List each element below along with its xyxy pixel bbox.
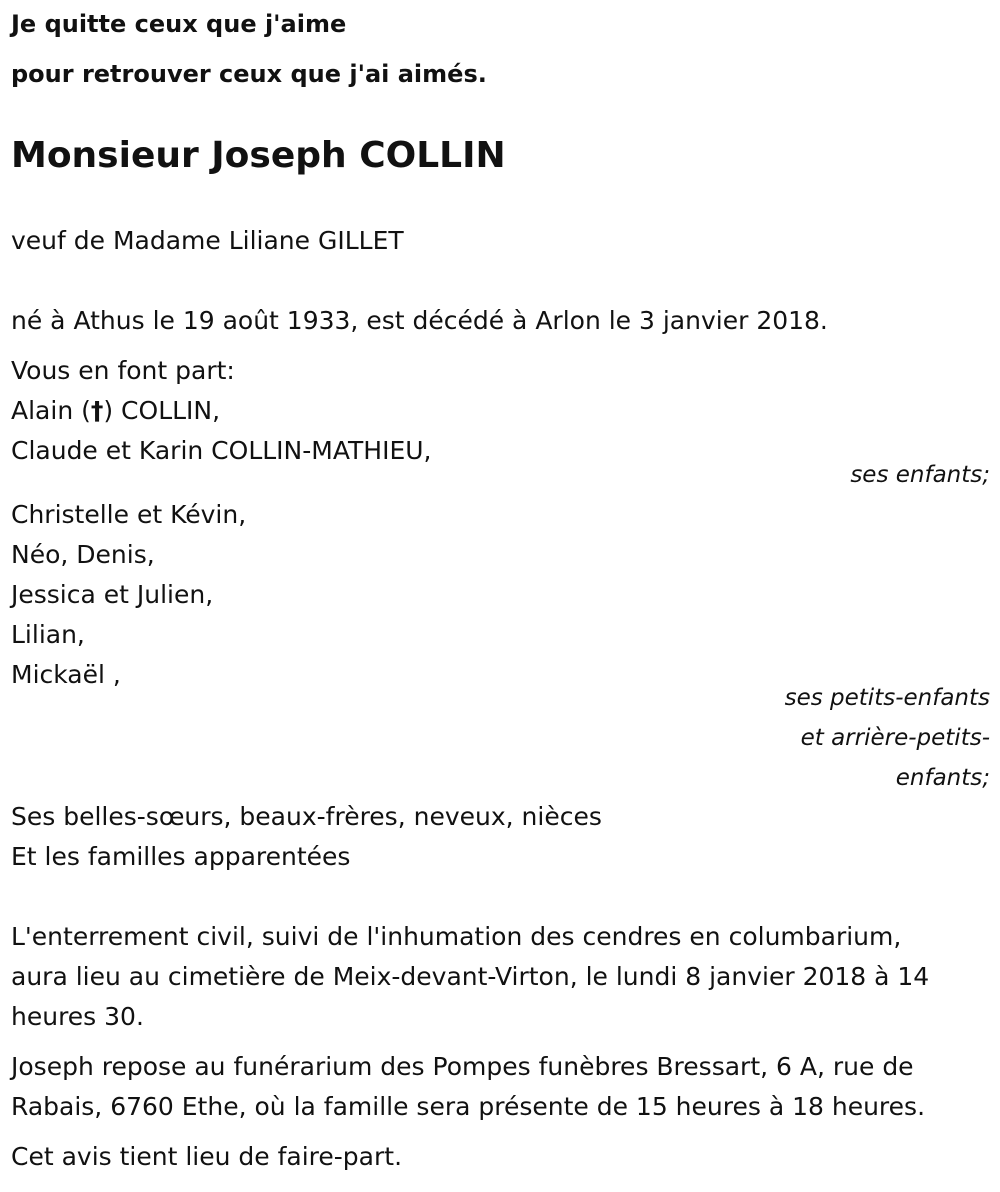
grandchild-name: Lilian, xyxy=(11,620,85,649)
grandchildren-label-line: enfants; xyxy=(895,765,990,791)
verse-line-1: Je quitte ceux que j'aime xyxy=(11,10,347,38)
grandchild-name: Christelle et Kévin, xyxy=(11,500,247,529)
visitation-line-1: Joseph repose au funérarium des Pompes funèbres Bressart, 6 A, rue de xyxy=(11,1052,914,1081)
announcers-intro: Vous en font part: xyxy=(11,356,235,385)
grandchildren-label-line: et arrière-petits- xyxy=(800,725,990,751)
widow-of-line: veuf de Madame Liliane GILLET xyxy=(11,226,404,255)
child-alain-first: Alain ( xyxy=(11,396,91,425)
grandchild-name: Jessica et Julien, xyxy=(11,580,214,609)
grandchild-name: Néo, Denis, xyxy=(11,540,155,569)
child-alain-last: ) COLLIN, xyxy=(103,396,221,425)
deceased-name: Monsieur Joseph COLLIN xyxy=(11,135,506,176)
child-claude: Claude et Karin COLLIN-MATHIEU, xyxy=(11,436,432,465)
family-line-2: Et les familles apparentées xyxy=(11,842,351,871)
burial-line-3: heures 30. xyxy=(11,1002,144,1031)
burial-line-2: aura lieu au cimetière de Meix-devant-Virton, le lundi 8 janvier 2018 à 14 xyxy=(11,962,930,991)
verse-line-2: pour retrouver ceux que j'ai aimés. xyxy=(11,60,487,88)
child-alain xyxy=(11,396,220,426)
visitation-line-2: Rabais, 6760 Ethe, où la famille sera présente de 15 heures à 18 heures. xyxy=(11,1092,926,1121)
cross-icon: † xyxy=(90,396,104,425)
closing-line: Cet avis tient lieu de faire-part. xyxy=(11,1142,403,1171)
grandchildren-label-line: ses petits-enfants xyxy=(784,685,990,711)
family-line-1: Ses belles-sœurs, beaux-frères, neveux, nièces xyxy=(11,802,602,831)
birth-death-line: né à Athus le 19 août 1933, est décédé à Arlon le 3 janvier 2018. xyxy=(11,306,828,335)
children-label: ses enfants; xyxy=(850,462,990,488)
burial-line-1: L'enterrement civil, suivi de l'inhumation des cendres en columbarium, xyxy=(11,922,902,951)
grandchild-name: Mickaël , xyxy=(11,660,121,689)
